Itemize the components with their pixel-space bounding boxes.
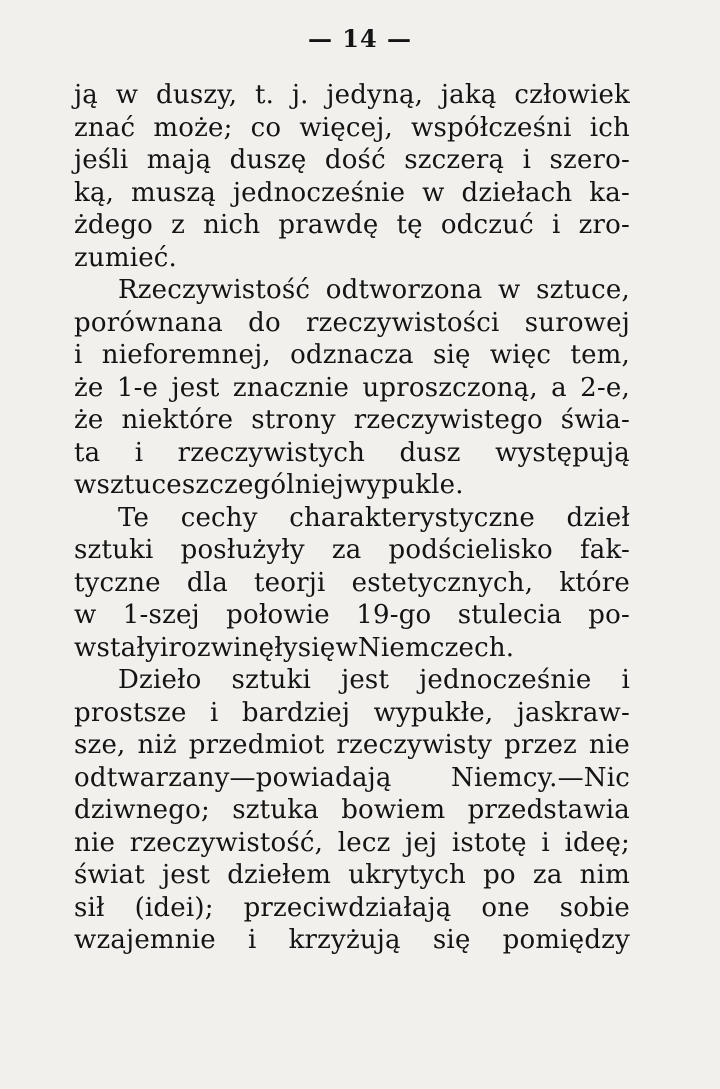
word: i <box>134 437 144 468</box>
word: cechy <box>180 502 258 533</box>
text-line <box>74 599 630 632</box>
word: dla <box>186 567 228 598</box>
text-line <box>74 892 630 925</box>
word: jej <box>405 827 438 858</box>
text-line <box>74 534 630 567</box>
word: po- <box>588 600 630 630</box>
word: szczególniej <box>181 470 345 500</box>
word: porównana <box>74 307 223 338</box>
word: odznacza <box>290 340 414 370</box>
word: w <box>74 600 97 630</box>
word: a <box>551 372 567 403</box>
word: sze, <box>74 730 126 760</box>
text-line <box>74 729 630 762</box>
word: dusz <box>399 437 461 468</box>
text-line <box>74 144 630 177</box>
word: dziełem <box>227 860 332 890</box>
word: jedyną, <box>326 80 424 110</box>
word: z <box>171 210 186 240</box>
word: zumieć. <box>74 242 178 273</box>
word: ideę; <box>564 827 630 858</box>
word: w <box>115 80 139 110</box>
word: wypukle. <box>344 470 464 500</box>
word: jest <box>341 665 390 695</box>
text-line <box>74 404 630 437</box>
text-line <box>74 437 630 470</box>
word: niektóre <box>121 405 234 435</box>
word: przeciwdziałają <box>243 892 452 923</box>
word: nim <box>579 860 630 890</box>
word: nie <box>74 827 116 858</box>
word: ich <box>589 112 630 143</box>
word: się <box>297 632 336 663</box>
word: podścielisko <box>388 535 553 565</box>
word: sztuki <box>231 665 312 695</box>
text-line <box>74 632 630 665</box>
word: nieforemnej, <box>101 340 271 370</box>
word: rozwinęły <box>168 632 298 663</box>
word: pomiędzy <box>502 925 630 955</box>
word: świat <box>74 860 145 890</box>
word: jaką <box>440 80 497 110</box>
word: w <box>335 632 358 663</box>
word: w <box>498 275 521 305</box>
word: dziwnego; <box>74 795 210 825</box>
word: ką, <box>74 177 115 208</box>
word: 19-go <box>356 600 432 630</box>
word: wstały <box>74 632 160 663</box>
text-line <box>74 502 630 535</box>
word: ka- <box>589 177 630 208</box>
word: bowiem <box>341 795 446 825</box>
text-line <box>74 469 630 502</box>
word: istotę <box>451 827 527 858</box>
word: fak- <box>579 535 630 565</box>
text-line <box>74 339 630 372</box>
word: i <box>209 697 219 728</box>
text-line <box>74 664 630 697</box>
word: przez <box>504 730 577 760</box>
text-line <box>74 209 630 242</box>
text-line <box>74 242 630 275</box>
word: za <box>532 860 563 890</box>
word: 1-szej <box>122 600 200 630</box>
word: więc <box>489 340 552 370</box>
word: bardziej <box>241 697 351 728</box>
text-line <box>74 827 630 860</box>
word: niż <box>137 730 177 760</box>
word: się <box>432 340 471 370</box>
word: odtwarzany—powiadają <box>74 762 392 793</box>
word: duszę <box>229 145 307 175</box>
word: Rzeczywistość <box>118 275 311 305</box>
word: jest <box>171 372 220 403</box>
word: estetycznych, <box>351 567 534 598</box>
word: krzyżują <box>288 925 401 955</box>
word: i <box>74 340 83 370</box>
word: odczuć <box>440 210 534 240</box>
word: rzeczywistego <box>353 405 543 435</box>
word: ta <box>74 437 101 468</box>
word: strony <box>251 405 336 435</box>
word: teorji <box>254 567 326 598</box>
word: może; <box>153 112 233 143</box>
word: 2-e, <box>580 372 630 403</box>
word: posłużyły <box>180 535 305 565</box>
word: rzeczywistość, <box>129 827 324 858</box>
word: rzeczywisty <box>336 730 493 760</box>
word: Te <box>118 502 150 533</box>
word: i <box>247 925 257 955</box>
text-line <box>74 924 630 957</box>
word: przedmiot <box>188 730 325 760</box>
word: tę <box>396 210 423 240</box>
word: stulecia <box>457 600 562 630</box>
word: przedstawia <box>467 795 630 825</box>
word: rzeczywistości <box>306 307 500 338</box>
word: tem, <box>570 340 630 370</box>
word: po <box>483 860 516 890</box>
word: rzeczywistych <box>177 437 366 468</box>
word: żdego <box>74 210 154 240</box>
word: znać <box>74 112 136 143</box>
text-line <box>74 372 630 405</box>
word: surowej <box>524 307 630 338</box>
text-line <box>74 567 630 600</box>
text-line <box>74 274 630 307</box>
word: charakterystyczne <box>289 502 535 533</box>
word: co <box>250 112 282 143</box>
text-line <box>74 762 630 795</box>
text-line <box>74 112 630 145</box>
word: prostsze <box>74 697 187 728</box>
word: i <box>621 665 630 695</box>
word: prawdę <box>278 210 379 240</box>
word: się <box>432 925 471 955</box>
word: wypukłe, <box>373 697 494 728</box>
word: szero- <box>549 145 630 175</box>
word: świa- <box>560 405 630 435</box>
word: i <box>522 145 532 175</box>
word: występują <box>495 437 630 468</box>
word: muszą <box>131 177 216 208</box>
word: które <box>559 567 630 598</box>
word: tyczne <box>74 567 161 598</box>
word: wzajemnie <box>74 925 216 955</box>
word: do <box>248 307 281 338</box>
text-line <box>74 859 630 892</box>
text-line <box>74 697 630 730</box>
word: znacznie <box>232 372 350 403</box>
word: w <box>422 177 445 208</box>
word: one <box>481 892 530 923</box>
page-number: — 14 — <box>307 24 413 53</box>
word: duszy, <box>156 80 238 110</box>
word: Niemczech. <box>357 632 515 663</box>
word: że <box>74 405 104 435</box>
word: sobie <box>559 892 630 923</box>
word: t. <box>254 80 275 110</box>
word: w <box>74 470 97 500</box>
word: sił <box>74 892 105 923</box>
word: współcześni <box>411 112 572 143</box>
text-line <box>74 79 630 112</box>
text-line <box>74 794 630 827</box>
word: nich <box>203 210 261 240</box>
word: i <box>541 827 550 858</box>
word: jest <box>162 860 211 890</box>
word: jaskraw- <box>516 697 630 728</box>
text-line <box>74 177 630 210</box>
word: Niemcy.—Nic <box>451 762 630 793</box>
word: sztuce, <box>536 275 630 305</box>
word: jednocześnie <box>419 665 592 695</box>
word: sztuka <box>232 795 319 825</box>
word: Dzieło <box>118 665 202 695</box>
word: dość <box>324 145 386 175</box>
word: 1-e <box>116 372 159 403</box>
word: dzieł <box>566 502 630 533</box>
word: człowiek <box>514 80 630 110</box>
word: i <box>551 210 561 240</box>
word: odtworzona <box>325 275 483 305</box>
word: zro- <box>578 210 630 240</box>
word: jednocześnie <box>232 177 406 208</box>
word: połowie <box>226 600 330 630</box>
word: sztuki <box>74 535 154 565</box>
word: ukrytych <box>348 860 466 890</box>
word: dziełach <box>461 177 573 208</box>
word: mają <box>146 145 212 175</box>
word: za <box>331 535 362 565</box>
word: że <box>74 372 104 403</box>
word: ją <box>74 80 98 110</box>
page-text <box>74 79 630 957</box>
word: nie <box>588 730 630 760</box>
word: j. <box>291 80 309 110</box>
word: i <box>159 632 169 663</box>
word: szczerą <box>404 145 505 175</box>
word: (idei); <box>134 892 214 923</box>
text-line <box>74 307 630 340</box>
word: uproszczoną, <box>362 372 538 403</box>
word: jeśli <box>74 145 129 175</box>
word: lecz <box>337 827 391 858</box>
word: więcej, <box>299 112 393 143</box>
word: sztuce <box>96 470 182 500</box>
